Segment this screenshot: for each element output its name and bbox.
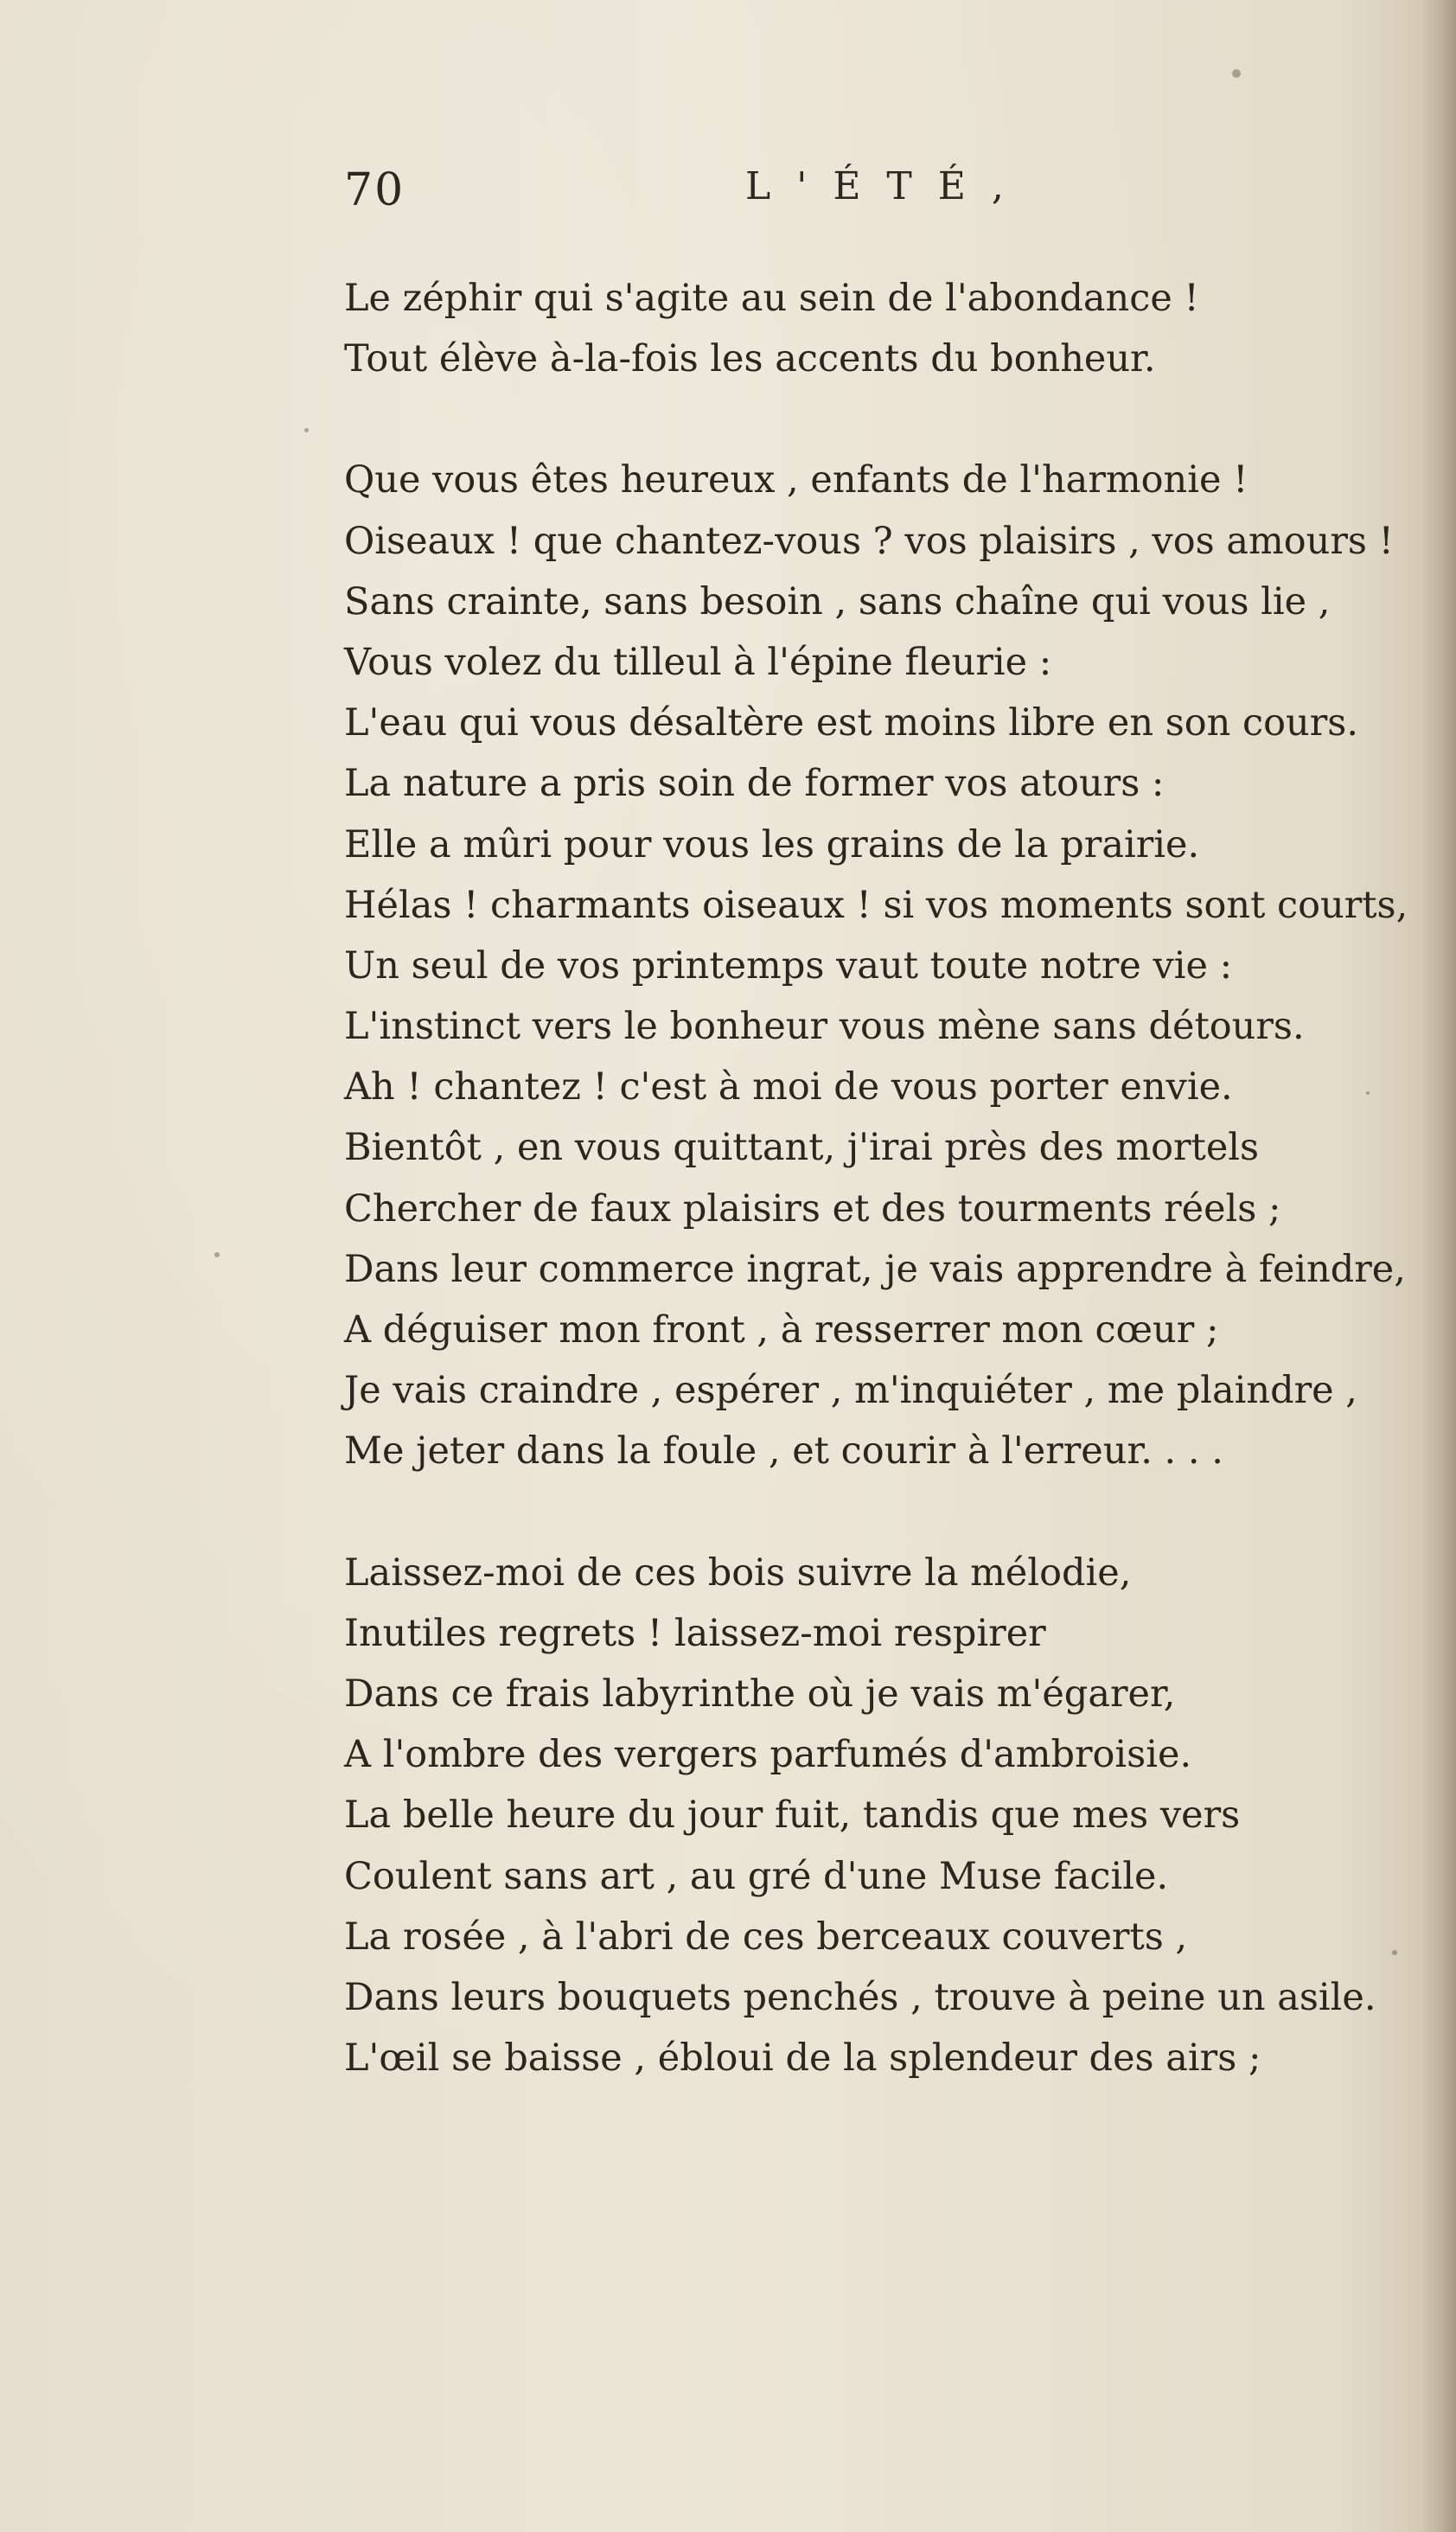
verse-line: Dans leur commerce ingrat, je vais apprendre à feindre, [344, 1247, 1406, 1291]
stanza [344, 450, 1425, 1481]
verse-line: Que vous êtes heureux , enfants de l'harmonie ! [344, 458, 1248, 502]
verse-line: Hélas ! charmants oiseaux ! si vos moments sont courts, [344, 883, 1408, 927]
verse-line: Chercher de faux plaisirs et des tourments réels ; [344, 1186, 1281, 1231]
verse-line: Bientôt , en vous quittant, j'irai près des mortels [344, 1126, 1260, 1170]
verse-line: Coulent sans art , au gré d'une Muse facile. [344, 1854, 1169, 1898]
verse-line: Oiseaux ! que chantez-vous ? vos plaisirs , vos amours ! [344, 519, 1394, 563]
paper-speck [304, 428, 309, 432]
verse-line: Sans crainte, sans besoin , sans chaîne qui vous lie , [344, 579, 1331, 623]
running-title: L'ÉTÉ, [745, 164, 1030, 208]
verse-line: A l'ombre des vergers parfumés d'ambroisie. [344, 1733, 1192, 1777]
verse-line: Je vais craindre , espérer , m'inquiéter , me plaindre , [344, 1369, 1357, 1413]
page-number: 70 [344, 164, 406, 216]
page-gutter-shadow [1421, 0, 1456, 2532]
verse-line: Vous volez du tilleul à l'épine fleurie : [344, 640, 1052, 684]
poem-text [344, 268, 1425, 2088]
verse-line: L'œil se baisse , ébloui de la splendeur des airs ; [344, 2036, 1261, 2081]
stanza [344, 268, 1425, 389]
verse-line: La rosée , à l'abri de ces berceaux couverts , [344, 1915, 1188, 1959]
verse-line: Ah ! chantez ! c'est à moi de vous porter envie. [344, 1065, 1233, 1109]
paper-speck [214, 1252, 220, 1257]
verse-line: Le zéphir qui s'agite au sein de l'abondance ! [344, 277, 1199, 320]
verse-line: La belle heure du jour fuit, tandis que mes vers [344, 1794, 1241, 1838]
verse-line: Dans leurs bouquets penchés , trouve à peine un asile. [344, 1975, 1376, 2019]
verse-line: Laissez-moi de ces bois suivre la mélodie, [344, 1551, 1132, 1595]
verse-line: Elle a mûri pour vous les grains de la prairie. [344, 822, 1200, 866]
paper-speck [1232, 69, 1241, 78]
verse-line: Un seul de vos printemps vaut toute notre vie : [344, 943, 1233, 988]
verse-line: L'eau qui vous désaltère est moins libre en son cours. [344, 701, 1358, 745]
verse-line: Dans ce frais labyrinthe où je vais m'égarer, [344, 1672, 1176, 1716]
verse-line: L'instinct vers le bonheur vous mène sans détours. [344, 1005, 1305, 1049]
verse-line: Inutiles regrets ! laissez-moi respirer [344, 1611, 1046, 1655]
verse-line: Me jeter dans la foule , et courir à l'erreur. . . . [344, 1429, 1223, 1474]
verse-line: A déguiser mon front , à resserrer mon cœur ; [344, 1308, 1219, 1352]
stanza [344, 1543, 1425, 2089]
verse-line: Tout élève à-la-fois les accents du bonheur. [344, 337, 1156, 381]
verse-line: La nature a pris soin de former vos atours : [344, 762, 1165, 806]
